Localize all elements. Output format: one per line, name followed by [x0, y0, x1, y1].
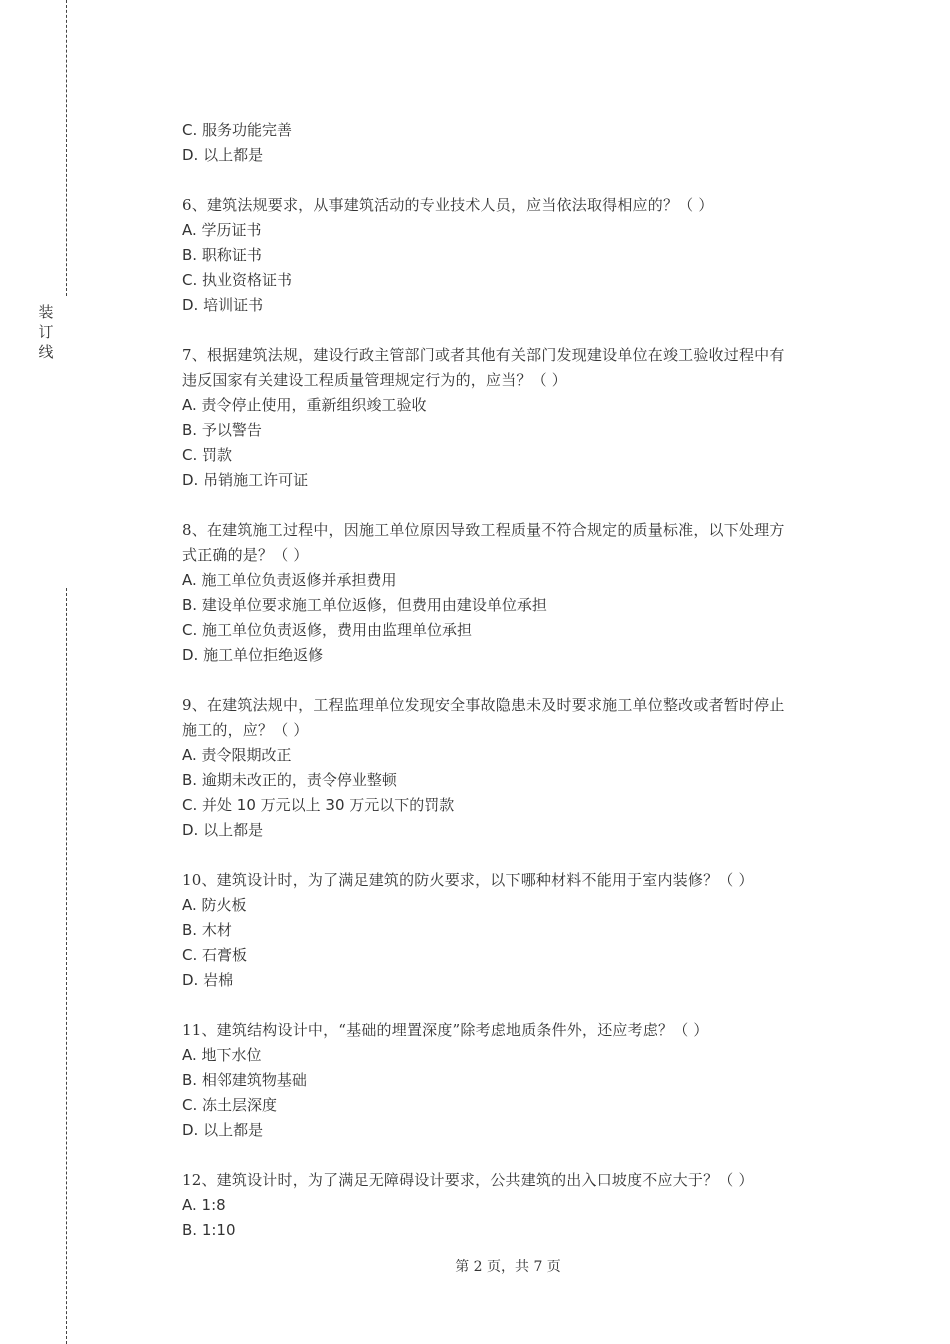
block-spacer — [182, 168, 842, 193]
binding-dashed-line-bottom — [66, 588, 67, 1344]
answer-option: A. 责令限期改正 — [182, 746, 292, 764]
question-block — [182, 518, 842, 668]
answer-option: A. 防火板 — [182, 896, 247, 914]
block-spacer — [182, 1143, 842, 1168]
question-text: 施工的，应？（ ） — [182, 721, 309, 739]
question-block — [182, 343, 842, 493]
answer-option: C. 罚款 — [182, 446, 233, 464]
block-spacer — [182, 993, 842, 1018]
question-text: 6、建筑法规要求，从事建筑活动的专业技术人员，应当依法取得相应的？（ ） — [182, 196, 714, 214]
answer-option: B. 职称证书 — [182, 246, 262, 264]
answer-option: A. 责令停止使用，重新组织竣工验收 — [182, 396, 427, 414]
block-spacer — [182, 493, 842, 518]
question-block — [182, 1168, 842, 1243]
answer-option: B. 予以警告 — [182, 421, 262, 439]
answer-option: B. 相邻建筑物基础 — [182, 1071, 307, 1089]
answer-option: D. 以上都是 — [182, 821, 264, 839]
block-spacer — [182, 668, 842, 693]
question-text: 10、建筑设计时，为了满足建筑的防火要求，以下哪种材料不能用于室内装修？（ ） — [182, 871, 754, 889]
question-text: 8、在建筑施工过程中，因施工单位原因导致工程质量不符合规定的质量标准，以下处理方 — [182, 521, 785, 539]
answer-option: C. 执业资格证书 — [182, 271, 293, 289]
answer-option: B. 木材 — [182, 921, 232, 939]
answer-option: C. 石膏板 — [182, 946, 248, 964]
answer-option: D. 培训证书 — [182, 296, 264, 314]
question-block — [182, 868, 842, 993]
answer-option: A. 学历证书 — [182, 221, 262, 239]
answer-option: A. 施工单位负责返修并承担费用 — [182, 571, 397, 589]
question-block — [182, 193, 842, 318]
answer-option: C. 服务功能完善 — [182, 121, 293, 139]
answer-option: B. 逾期未改正的，责令停业整顿 — [182, 771, 397, 789]
question-block — [182, 693, 842, 843]
answer-option: B. 1:10 — [182, 1221, 236, 1239]
answer-option: C. 并处 10 万元以上 30 万元以下的罚款 — [182, 796, 455, 814]
answer-option: A. 1:8 — [182, 1196, 226, 1214]
answer-option: D. 吊销施工许可证 — [182, 471, 309, 489]
block-spacer — [182, 843, 842, 868]
answer-option: A. 地下水位 — [182, 1046, 262, 1064]
page-footer: 第 2 页，共 7 页 — [455, 1259, 561, 1275]
block-spacer — [182, 318, 842, 343]
question-block — [182, 1018, 842, 1143]
question-text: 违反国家有关建设工程质量管理规定行为的，应当？（ ） — [182, 371, 567, 389]
question-list — [182, 118, 842, 1243]
question-text: 12、建筑设计时，为了满足无障碍设计要求，公共建筑的出入口坡度不应大于？（ ） — [182, 1171, 754, 1189]
answer-option: D. 以上都是 — [182, 146, 264, 164]
question-text: 11、建筑结构设计中，“基础的埋置深度”除考虑地质条件外，还应考虑？（ ） — [182, 1021, 709, 1039]
question-block — [182, 118, 842, 168]
answer-option: D. 施工单位拒绝返修 — [182, 646, 324, 664]
answer-option: C. 施工单位负责返修，费用由监理单位承担 — [182, 621, 473, 639]
answer-option: D. 以上都是 — [182, 1121, 264, 1139]
binding-label: 装订线 — [38, 303, 54, 361]
answer-option: C. 冻土层深度 — [182, 1096, 278, 1114]
binding-dashed-line-top — [66, 0, 67, 296]
question-text: 式正确的是？（ ） — [182, 546, 309, 564]
question-text: 7、根据建筑法规，建设行政主管部门或者其他有关部门发现建设单位在竣工验收过程中有 — [182, 346, 785, 364]
answer-option: D. 岩棉 — [182, 971, 234, 989]
answer-option: B. 建设单位要求施工单位返修，但费用由建设单位承担 — [182, 596, 547, 614]
question-text: 9、在建筑法规中，工程监理单位发现安全事故隐患未及时要求施工单位整改或者暂时停止 — [182, 696, 785, 714]
